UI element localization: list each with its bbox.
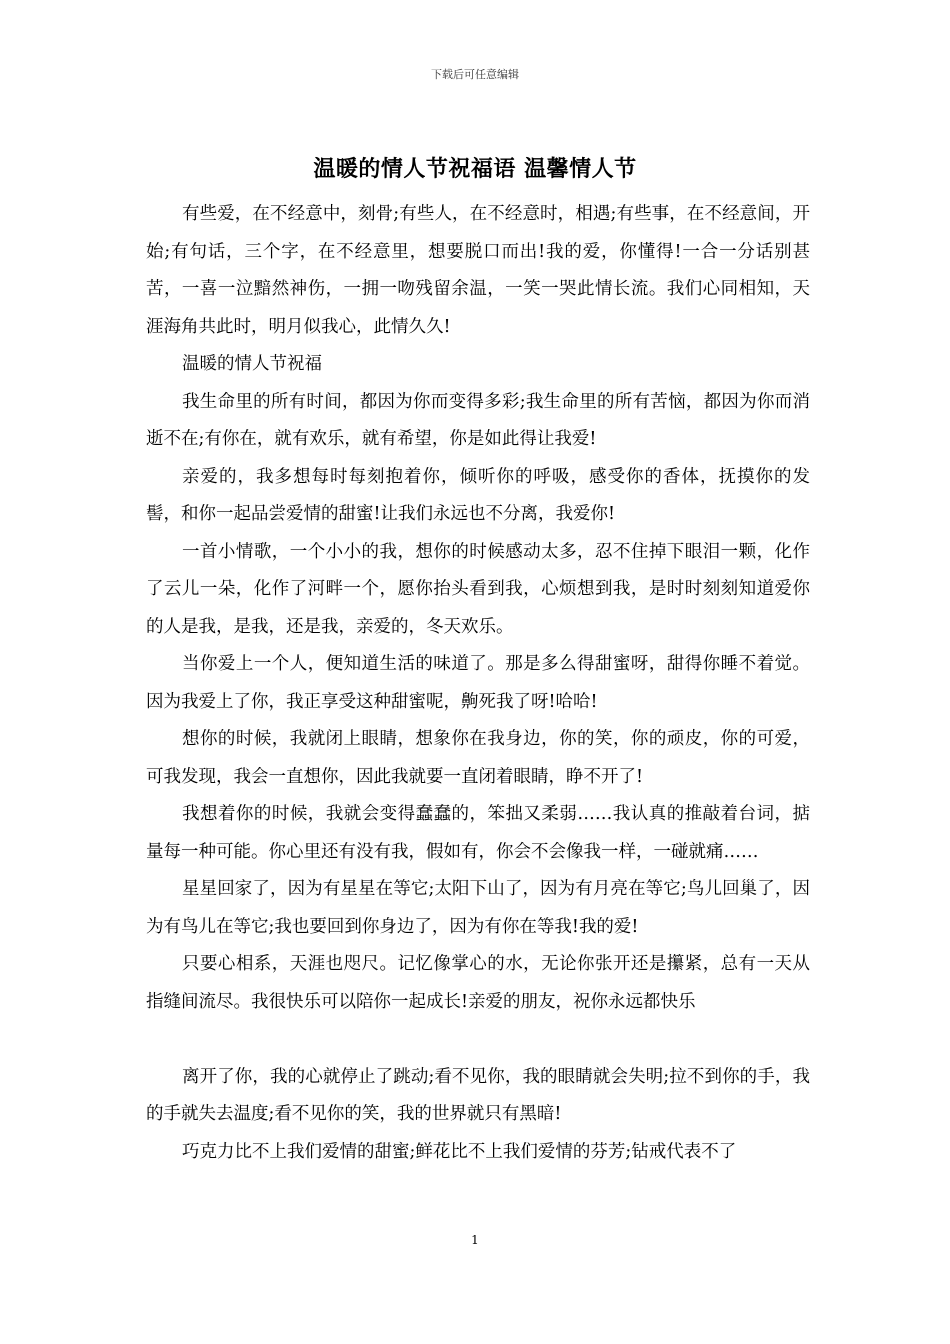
paragraph: 离开了你，我的心就停止了跳动;看不见你，我的眼睛就会失明;拉不到你的手，我的手就失去温度;看不见你的笑，我的世界就只有黑暗! (146, 1066, 810, 1124)
page-header: 下载后可任意编辑 (431, 68, 519, 81)
paragraph: 巧克力比不上我们爱情的甜蜜;鲜花比不上我们爱情的芬芳;钻戒代表不了 (182, 1141, 737, 1162)
paragraph: 星星回家了，因为有星星在等它;太阳下山了，因为有月亮在等它;鸟儿回巢了，因为有鸟儿在等它;我也要回到你身边了，因为有你在等我!我的爱! (146, 879, 810, 937)
page-number: 1 (471, 1233, 479, 1247)
document-body (146, 196, 810, 1171)
paragraph: 我想着你的时候，我就会变得蠢蠢的，笨拙又柔弱……我认真的推敲着台词，掂量每一种可能。你心里还有没有我，假如有，你会不会像我一样，一碰就痛…… (146, 804, 810, 862)
paragraph: 只要心相系，天涯也咫尺。记忆像掌心的水，无论你张开还是攥紧，总有一天从指缝间流尽。我很快乐可以陪你一起成长!亲爱的朋友，祝你永远都快乐 (146, 954, 810, 1012)
document-title: 温暖的情人节祝福语 温馨情人节 (313, 156, 637, 182)
paragraph: 亲爱的，我多想每时每刻抱着你，倾听你的呼吸，感受你的香体，抚摸你的发髻，和你一起品尝爱情的甜蜜!让我们永远也不分离，我爱你! (146, 466, 810, 524)
blank-line (146, 1021, 810, 1059)
paragraph: 当你爱上一个人，便知道生活的味道了。那是多么得甜蜜呀，甜得你睡不着觉。因为我爱上了你，我正享受这种甜蜜呢，齁死我了呀!哈哈! (146, 654, 810, 712)
paragraph: 一首小情歌，一个小小的我，想你的时候感动太多，忍不住掉下眼泪一颗，化作了云儿一朵，化作了河畔一个，愿你抬头看到我，心烦想到我，是时时刻刻知道爱你的人是我，是我，还是我，亲爱的，冬天欢乐。 (146, 541, 810, 637)
paragraph: 我生命里的所有时间，都因为你而变得多彩;我生命里的所有苦恼，都因为你而消逝不在;有你在，就有欢乐，就有希望，你是如此得让我爱! (146, 391, 810, 449)
paragraph: 想你的时候，我就闭上眼睛，想象你在我身边，你的笑，你的顽皮，你的可爱，可我发现，我会一直想你，因此我就要一直闭着眼睛，睁不开了! (146, 729, 810, 787)
section-subheading: 温暖的情人节祝福 (182, 354, 322, 374)
paragraph-intro: 有些爱，在不经意中，刻骨;有些人，在不经意时，相遇;有些事，在不经意间，开始;有句话，三个字，在不经意里，想要脱口而出!我的爱，你懂得!一合一分话别甚苦，一喜一泣黯然神伤，一拥一吻残留余温，一笑一哭此情长流。我们心同相知，天涯海角共此时，明月似我心，此情久久! (146, 204, 810, 337)
